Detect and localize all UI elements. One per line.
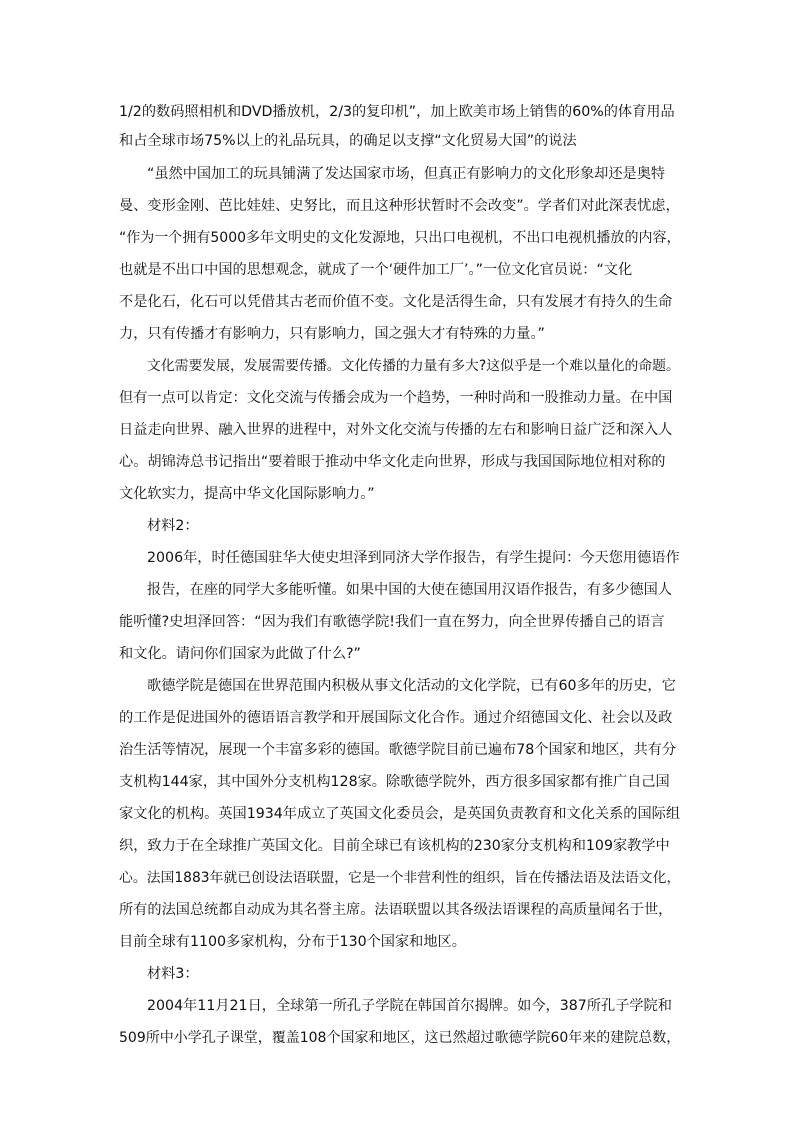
text-line: 但有一点可以肯定：文化交流与传播会成为一个趋势，一种时尚和一股推动力量。在中国 bbox=[119, 390, 673, 406]
text-line: 2006年，时任德国驻华大使史坦泽到同济大学作报告，有学生提问：今天您用德语作 bbox=[147, 550, 680, 566]
text-line: 不是化石，化石可以凭借其古老而价值不变。文化是活得生命，只有发展才有持久的生命 bbox=[119, 294, 673, 310]
text-line: 所有的法国总统都自动成为其名誉主席。法语联盟以其各级法语课程的高质量闻名于世， bbox=[119, 902, 673, 918]
text-line: 报告，在座的同学大多能听懂。如果中国的大使在德国用汉语作报告，有多少德国人 bbox=[147, 582, 672, 598]
section-heading: 材料2： bbox=[147, 518, 199, 534]
text-line: 治生活等情况，展现一个丰富多彩的德国。歌德学院目前已遍布78个国家和地区，共有分 bbox=[119, 742, 677, 758]
text-line: 和占全球市场75%以上的礼品玩具，的确足以支撑“文化贸易大国”的说法 bbox=[119, 133, 577, 149]
text-line: 家文化的机构。英国1934年成立了英国文化委员会，是英国负责教育和文化关系的国际组 bbox=[119, 806, 681, 822]
section-heading: 材料3： bbox=[147, 966, 199, 982]
text-line: 歌德学院是德国在世界范围内积极从事文化活动的文化学院，已有60多年的历史，它 bbox=[147, 678, 676, 694]
text-line: 日益走向世界、融入世界的进程中，对外文化交流与传播的左右和影响日益广泛和深入人 bbox=[119, 422, 673, 438]
text-line: 目前全球有1100多家机构，分布于130个国家和地区。 bbox=[119, 934, 466, 950]
text-line: 1/2的数码照相机和DVD播放机，2/3的复印机”，加上欧美市场上销售的60%的体育用品 bbox=[119, 104, 675, 120]
text-line: 织，致力于在全球推广英国文化。目前全球已有该机构的230家分支机构和109家教学中 bbox=[119, 838, 670, 854]
text-line: “作为一个拥有5000多年文明史的文化发源地，只出口电视机，不出口电视机播放的内容， bbox=[119, 230, 681, 246]
text-line: 支机构144家，其中国外分支机构128家。除歌德学院外，西方很多国家都有推广自己国 bbox=[119, 774, 670, 790]
text-line: 心。胡锦涛总书记指出“要着眼于推动中华文化走向世界，形成与我国国际地位相对称的 bbox=[119, 454, 666, 470]
text-line: 文化需要发展，发展需要传播。文化传播的力量有多大?这似乎是一个难以量化的命题。 bbox=[147, 358, 680, 374]
text-line: 能听懂?史坦泽回答：“因为我们有歌德学院!我们一直在努力，向全世界传播自己的语言 bbox=[119, 614, 665, 630]
text-line: “虽然中国加工的玩具铺满了发达国家市场，但真正有影响力的文化形象却还是奥特 bbox=[147, 166, 666, 182]
text-line: 曼、变形金刚、芭比娃娃、史努比，而且这种形状暂时不会改变”。学者们对此深表忧虑， bbox=[119, 198, 680, 214]
text-line: 文化软实力，提高中华文化国际影响力。” bbox=[119, 486, 375, 502]
text-line: 的工作是促进国外的德语语言教学和开展国际文化合作。通过介绍德国文化、社会以及政 bbox=[119, 710, 673, 726]
text-line: 509所中小学孔子课堂，覆盖108个国家和地区，这已然超过歌德学院60年来的建院总数， bbox=[119, 1030, 681, 1046]
text-line: 和文化。请问你们国家为此做了什么?” bbox=[119, 646, 361, 662]
text-line: 也就是不出口中国的思想观念，就成了一个‘硬件加工厂’。”一位文化官员说：“文化 bbox=[119, 262, 633, 278]
text-line: 力，只有传播才有影响力，只有影响力，国之强大才有特殊的力量。” bbox=[119, 326, 545, 342]
text-line: 2004年11月21日，全球第一所孔子学院在韩国首尔揭牌。如今，387所孔子学院和 bbox=[147, 998, 672, 1014]
text-line: 心。法国1883年就已创设法语联盟，它是一个非营利性的组织，旨在传播法语及法语文化， bbox=[119, 870, 681, 886]
